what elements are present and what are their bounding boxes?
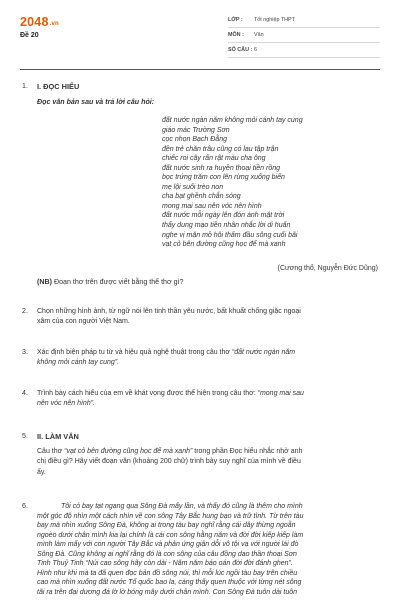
poem-line: bọc trứng trăm con lên rừng xuống biển [162, 174, 285, 182]
poem-line: giáo mác Trường Sơn [162, 126, 230, 134]
header-divider [20, 69, 380, 70]
essay-passage [37, 502, 380, 597]
essay-line: Tinh Thuỷ Tinh “Núi cao sông hãy còn dài - Năm năm báo oán đời đời đánh ghen”. [37, 560, 293, 568]
question-number: 3. [22, 348, 28, 356]
poem-line: đất nước sinh ra huyền thoại tiền rồng [162, 164, 281, 172]
question-number: 4. [22, 389, 28, 397]
poem-line: đất nước ngàn năm không mỏi cánh tay cung [162, 117, 303, 124]
question-3: Xác định biện pháp tu từ và hiệu quả nghệ thuật trong câu thơ “đất nước ngàn năm không mỏi cánh tay cung”. [37, 349, 296, 367]
poem-block [162, 116, 380, 250]
question-number: 1. [22, 82, 28, 90]
info-divider [228, 27, 380, 28]
essay-line: bay mà nhìn xuống Sông Đà, không ai trong tàu bay nghĩ rằng cái dây thừng ngoằn [37, 522, 296, 530]
question-text: Đoạn thơ trên được viết bằng thể thơ gì? [53, 278, 184, 286]
question-2 [37, 307, 380, 328]
question-1 [37, 277, 184, 287]
difficulty-tag: (NB) [37, 278, 52, 286]
reading-instruction: Đọc văn bản sau và trả lời câu hỏi: [37, 98, 155, 106]
poem-line: vạt cỏ bên đường cũng học để mà xanh [162, 241, 286, 249]
info-label: SỐ CÂU : [228, 47, 253, 53]
poem-line: cọc nhọn Bạch Đằng [162, 136, 227, 144]
page-header [0, 0, 400, 70]
essay-line: một góc độ nhìn một cách nhìn về con sông Tây Bắc hung bạo và trữ tình. Từ trên tàu [37, 512, 304, 520]
info-value: Tốt nghiệp THPT [254, 17, 295, 23]
essay-line: Tôi có bay tạt ngang qua Sông Đà mấy lần, và thấy đó cũng là thêm cho mình [61, 503, 303, 510]
poem-line: mong mai sau nên vóc nên hình [162, 202, 262, 210]
question-4: Trình bày cách hiểu của em về khát vọng được thể hiện trong câu thơ: “mong mai sau nên vóc nên hình”. [37, 390, 304, 408]
essay-line: Sông Đà. Cũng không ai nghĩ rằng đó là con sông của câu đồng dao thần thoại Sơn [37, 550, 297, 558]
section-title-reading: I. ĐỌC HIỂU [37, 82, 80, 91]
essay-line: ngoèo dưới chân mình kia lại chính là cái con sông hằng năm và đời đời kiếp kiếp làm [37, 531, 304, 539]
poem-line: chiếc roi cây rấn rật màu cha ông [162, 155, 266, 163]
poem-line: đất nước mỗi ngày lên đón ánh mặt trời [162, 212, 285, 220]
essay-line: Hình như khi mà ta đã quen đọc bản đồ sông núi, thì mỗi lúc ngồi tàu bay trên chiều [37, 569, 298, 577]
question-number: 2. [22, 307, 28, 315]
poem-line: nghe vị mặn mồ hôi thấm đầu sông cuối bãi [162, 231, 298, 239]
poem-line: đền trẻ chăn trâu cũng có lau tập trận [162, 145, 279, 153]
section-title-writing: II. LÀM VĂN [37, 432, 79, 441]
poem-line: mẹ lội suối trèo non [162, 183, 224, 191]
info-label: MÔN : [228, 32, 244, 38]
poem-credit: (Cương thổ, Nguyễn Đức Dũng) [277, 265, 378, 272]
essay-line: tãi ra trên đại dương đá lờ lờ bóng mây dưới chân mình. Con Sông Đà tuôn dài tuôn [37, 588, 298, 596]
question-line: xâm của con người Việt Nam. [37, 318, 130, 326]
question-5: Câu thơ “vạt cỏ bên đường cũng học để mà xanh” trong phần Đọc hiểu nhắc nhở anh chị điều gì? Hãy viết đoạn văn (khoảng 200 chữ) trình bày suy nghĩ của mình về điều ấy. [37, 448, 303, 476]
info-value: 6 [254, 47, 257, 53]
essay-line: mình làm mẩy với con người Tây Bắc và phản ứng giận dỗi vô tội vạ với người lái đò [37, 541, 299, 549]
question-number: 6. [22, 502, 28, 510]
exam-code: Đề 20 [20, 32, 39, 39]
essay-line: cao mà nhìn xuống đất nước Tổ quốc bao la, càng thấy quen thuộc với từng nét sông [37, 579, 302, 587]
info-label: LỚP : [228, 17, 243, 23]
poem-line: thấy dung mạo tiền nhân nhắc lời di huấn [162, 222, 291, 230]
question-number: 5. [22, 432, 28, 440]
site-logo[interactable]: 2048.vn [20, 15, 59, 29]
info-value: Văn [254, 32, 264, 38]
question-line: Chọn những hình ảnh, từ ngữ nói lên tinh thần yêu nước, bất khuất chống giặc ngoại [37, 308, 301, 315]
info-divider [228, 57, 380, 58]
poem-line: cha bạt ghềnh chắn sóng [162, 193, 241, 201]
info-divider [228, 42, 380, 43]
